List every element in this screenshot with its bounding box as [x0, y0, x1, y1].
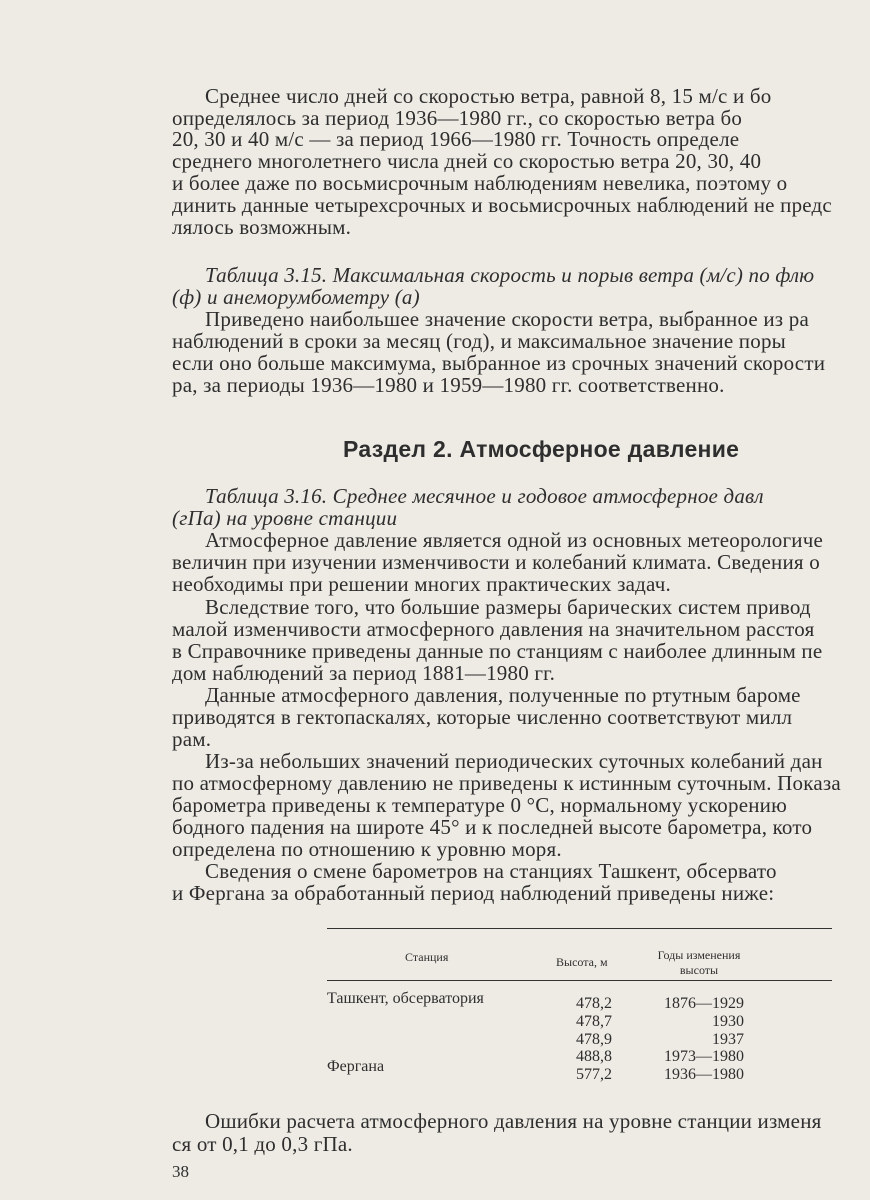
intro-line-4: среднего многолетнего числа дней со скоростью ветра 20, 30, 40: [172, 149, 762, 173]
table316-body-line-15: определена по отношению к уровню моря.: [172, 837, 562, 861]
intro-line-5: и более даже по восьмисрочным наблюдениям невелика, поэтому о: [172, 171, 788, 195]
table316-body-line-16: Сведения о смене барометров на станциях Ташкент, обсервато: [205, 859, 777, 883]
table316-caption-line-2: (гПа) на уровне станции: [172, 506, 398, 530]
table316-body-line-7: дом наблюдений за период 1881—1980 гг.: [172, 661, 556, 685]
row-1-years: 1876—1929: [664, 995, 744, 1012]
row-2-height: 478,7: [576, 1013, 612, 1030]
table315-body-line-4: ра, за периоды 1936—1980 и 1959—1980 гг. соответственно.: [172, 373, 725, 397]
table316-body-line-1: Атмосферное давление является одной из основных метеорологиче: [205, 528, 824, 552]
table315-caption-line-2: (ф) и анеморумбометру (а): [172, 285, 420, 309]
row-4-years: 1973—1980: [664, 1048, 744, 1065]
page-number: 38: [172, 1162, 189, 1181]
footer-line-1: Ошибки расчета атмосферного давления на уровне станции изменя: [205, 1109, 822, 1133]
table315-body-line-2: наблюдений в сроки за месяц (год), и максимальное значение поры: [172, 329, 786, 353]
intro-line-3: 20, 30 и 40 м/с — за период 1966—1980 гг. Точность определе: [172, 127, 740, 151]
table316-body-line-5: малой изменчивости атмосферного давления на значительном расстоя: [172, 617, 815, 641]
col-header-height: Высота, м: [556, 955, 608, 969]
section-title: Раздел 2. Атмосферное давление: [343, 436, 740, 462]
table316-body-line-9: приводятся в гектопаскалях, которые численно соответствуют милл: [172, 705, 793, 729]
table316-body-line-8: Данные атмосферного давления, полученные по ртутным бароме: [205, 683, 801, 707]
table-header-rule: [327, 980, 832, 981]
table316-body-line-6: в Справочнике приведены данные по станциям с наиболее длинным пе: [172, 639, 823, 663]
intro-line-1: Среднее число дней со скоростью ветра, равной 8, 15 м/с и бо: [205, 84, 772, 108]
col-header-years-2: высоты: [679, 963, 719, 977]
row-3-height: 478,9: [576, 1031, 612, 1048]
table315-body-line-3: если оно больше максимума, выбранное из срочных значений скорости: [172, 351, 826, 375]
table316-body-line-3: необходимы при решении многих практических задач.: [172, 572, 671, 596]
table316-body-line-2: величин при изучении изменчивости и колебаний климата. Сведения о: [172, 550, 820, 574]
table316-body-line-13: барометра приведены к температуре 0 °С, нормальному ускорению: [172, 793, 787, 817]
row-3-years: 1937: [712, 1031, 744, 1048]
table316-body-line-12: по атмосферному давлению не приведены к истинным суточным. Показа: [172, 771, 841, 795]
table316-caption-line-1: Таблица 3.16. Среднее месячное и годовое атмосферное давл: [205, 484, 764, 508]
col-header-years-1: Годы изменения: [657, 948, 741, 962]
row-1-height: 478,2: [576, 995, 612, 1012]
table-top-rule: [327, 928, 832, 929]
table315-body-line-1: Приведено наибольшее значение скорости ветра, выбранное из ра: [205, 307, 809, 331]
row-4-height: 488,8: [576, 1048, 612, 1065]
col-header-station: Станция: [405, 950, 449, 964]
table316-body-line-11: Из-за небольших значений периодических суточных колебаний дан: [205, 749, 823, 773]
table315-caption-line-1: Таблица 3.15. Максимальная скорость и порыв ветра (м/с) по флю: [205, 263, 815, 287]
row-5-height: 577,2: [576, 1066, 612, 1083]
footer-line-2: ся от 0,1 до 0,3 гПа.: [172, 1132, 353, 1156]
intro-line-2: определялось за период 1936—1980 гг., со скоростью ветра бо: [172, 106, 743, 130]
table316-body-line-17: и Фергана за обработанный период наблюдений приведены ниже:: [172, 881, 775, 905]
row-1-station: Ташкент, обсерватория: [327, 990, 484, 1007]
table316-body-line-4: Вследствие того, что большие размеры барических систем привод: [205, 595, 811, 619]
table316-body-line-14: бодного падения на широте 45° и к последней высоте барометра, кото: [172, 815, 813, 839]
row-5-years: 1936—1980: [664, 1066, 744, 1083]
intro-line-6: динить данные четырехсрочных и восьмисрочных наблюдений не предс: [172, 193, 832, 217]
intro-line-7: лялось возможным.: [172, 215, 352, 239]
table316-body-line-10: рам.: [172, 727, 212, 751]
row-2-years: 1930: [712, 1013, 744, 1030]
row-5-station: Фергана: [327, 1058, 385, 1075]
